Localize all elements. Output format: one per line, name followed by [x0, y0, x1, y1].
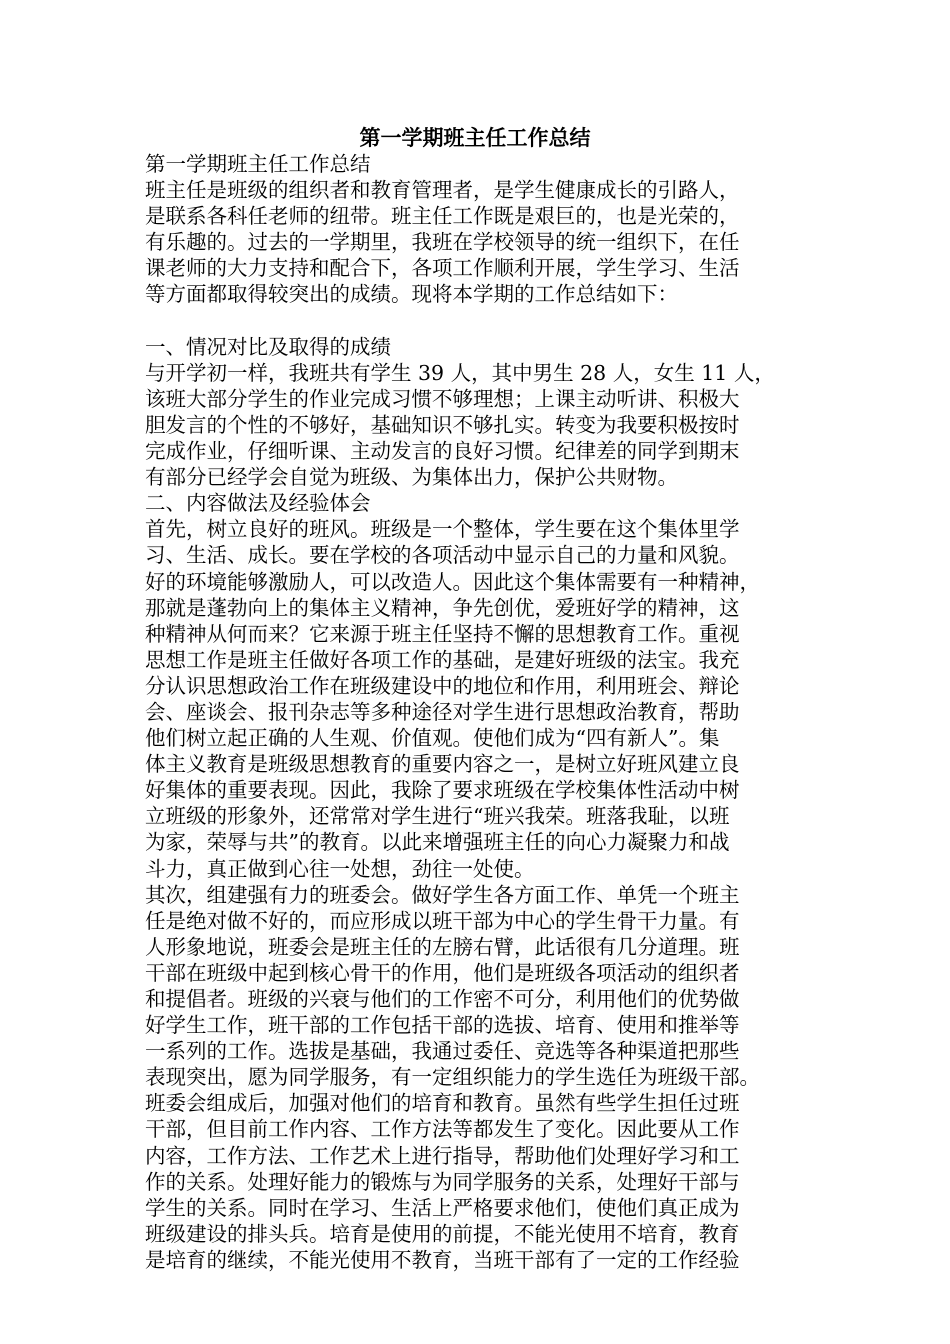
paragraph-line: 好的环境能够激励人，可以改造人。因此这个集体需要有一种精神，: [145, 569, 760, 594]
paragraph-line: 该班大部分学生的作业完成习惯不够理想；上课主动听讲、积极大: [145, 386, 740, 411]
paragraph-line: 好集体的重要表现。因此，我除了要求班级在学校集体性活动中树: [145, 778, 740, 803]
paragraph-line: 思想工作是班主任做好各项工作的基础，是建好班级的法宝。我充: [145, 647, 740, 672]
paragraph-line: 好学生工作，班干部的工作包括干部的选拔、培育、使用和推举等: [145, 1013, 740, 1038]
document-subtitle: 第一学期班主任工作总结: [145, 152, 371, 176]
paragraph-line: 完成作业，仔细听课、主动发言的良好习惯。纪律差的同学到期末: [145, 439, 740, 464]
paragraph-line: 表现突出，愿为同学服务，有一定组织能力的学生选任为班级干部。: [145, 1065, 760, 1090]
paragraph-line: 班主任是班级的组织者和教育管理者，是学生健康成长的引路人，: [145, 178, 740, 203]
paragraph-line: 体主义教育是班级思想教育的重要内容之一，是树立好班风建立良: [145, 752, 740, 777]
paragraph-line: 班级建设的排头兵。培育是使用的前提，不能光使用不培育，教育: [145, 1221, 740, 1246]
section-heading: 一、情况对比及取得的成绩: [145, 334, 391, 359]
paragraph-line: 种精神从何而来？它来源于班主任坚持不懈的思想教育工作。重视: [145, 621, 740, 646]
paragraph-line: 是联系各科任老师的纽带。班主任工作既是艰巨的，也是光荣的，: [145, 204, 740, 229]
paragraph-line: 学生的关系。同时在学习、生活上严格要求他们，使他们真正成为: [145, 1195, 740, 1220]
paragraph-line: 和提倡者。班级的兴衰与他们的工作密不可分，利用他们的优势做: [145, 987, 740, 1011]
paragraph-line: 其次，组建强有力的班委会。做好学生各方面工作、单凭一个班主: [145, 882, 740, 907]
section-heading: 二、内容做法及经验体会: [145, 491, 371, 516]
paragraph-line: 与开学初一样，我班共有学生 39 人，其中男生 28 人，女生 11 人，: [145, 360, 775, 385]
paragraph-line: 干部，但目前工作内容、工作方法等都发生了变化。因此要从工作: [145, 1117, 740, 1142]
paragraph-line: 一系列的工作。选拔是基础，我通过委任、竞选等各种渠道把那些: [145, 1039, 740, 1064]
paragraph-line: 是培育的继续，不能光使用不教育，当班干部有了一定的工作经验: [145, 1247, 740, 1272]
paragraph-line: 干部在班级中起到核心骨干的作用，他们是班级各项活动的组织者: [145, 960, 740, 985]
paragraph-line: 有乐趣的。过去的一学期里，我班在学校领导的统一组织下，在任: [145, 230, 740, 255]
paragraph-line: 习、生活、成长。要在学校的各项活动中显示自己的力量和风貌。: [145, 543, 740, 568]
blank-line: [145, 308, 811, 334]
paragraph-line: 那就是蓬勃向上的集体主义精神，争先创优，爱班好学的精神，这: [145, 595, 740, 620]
paragraph-line: 等方面都取得较突出的成绩。现将本学期的工作总结如下：: [145, 282, 678, 307]
paragraph-line: 胆发言的个性的不够好，基础知识不够扎实。转变为我要积极按时: [145, 412, 740, 437]
paragraph-line: 会、座谈会、报刊杂志等多种途径对学生进行思想政治教育，帮助: [145, 699, 740, 724]
document-title: 第一学期班主任工作总结: [359, 126, 591, 150]
paragraph-line: 有部分已经学会自觉为班级、为集体出力，保护公共财物。: [145, 465, 678, 490]
paragraph-line: 作的关系。处理好能力的锻炼与为同学服务的关系，处理好干部与: [145, 1169, 740, 1194]
paragraph-line: 斗力，真正做到心往一处想，劲往一处使。: [145, 856, 535, 881]
paragraph-line: 他们树立起正确的人生观、价值观。使他们成为“四有新人”。集: [145, 726, 720, 751]
paragraph-line: 分认识思想政治工作在班级建设中的地位和作用，利用班会、辩论: [145, 673, 740, 698]
paragraph-line: 任是绝对做不好的，而应形成以班干部为中心的学生骨干力量。有: [145, 908, 740, 933]
paragraph-line: 课老师的大力支持和配合下，各项工作顺利开展，学生学习、生活: [145, 256, 740, 281]
paragraph-line: 首先，树立良好的班风。班级是一个整体，学生要在这个集体里学: [145, 517, 740, 542]
paragraph-line: 人形象地说，班委会是班主任的左膀右臂，此话很有几分道理。班: [145, 934, 740, 959]
paragraph-line: 立班级的形象外，还常常对学生进行“班兴我荣。班落我耻，以班: [145, 804, 730, 829]
paragraph-line: 班委会组成后，加强对他们的培育和教育。虽然有些学生担任过班: [145, 1091, 740, 1116]
document-body: [145, 151, 811, 1273]
paragraph-line: 为家，荣辱与共”的教育。以此来增强班主任的向心力凝聚力和战: [145, 830, 730, 855]
paragraph-line: 内容，工作方法、工作艺术上进行指导，帮助他们处理好学习和工: [145, 1143, 740, 1168]
